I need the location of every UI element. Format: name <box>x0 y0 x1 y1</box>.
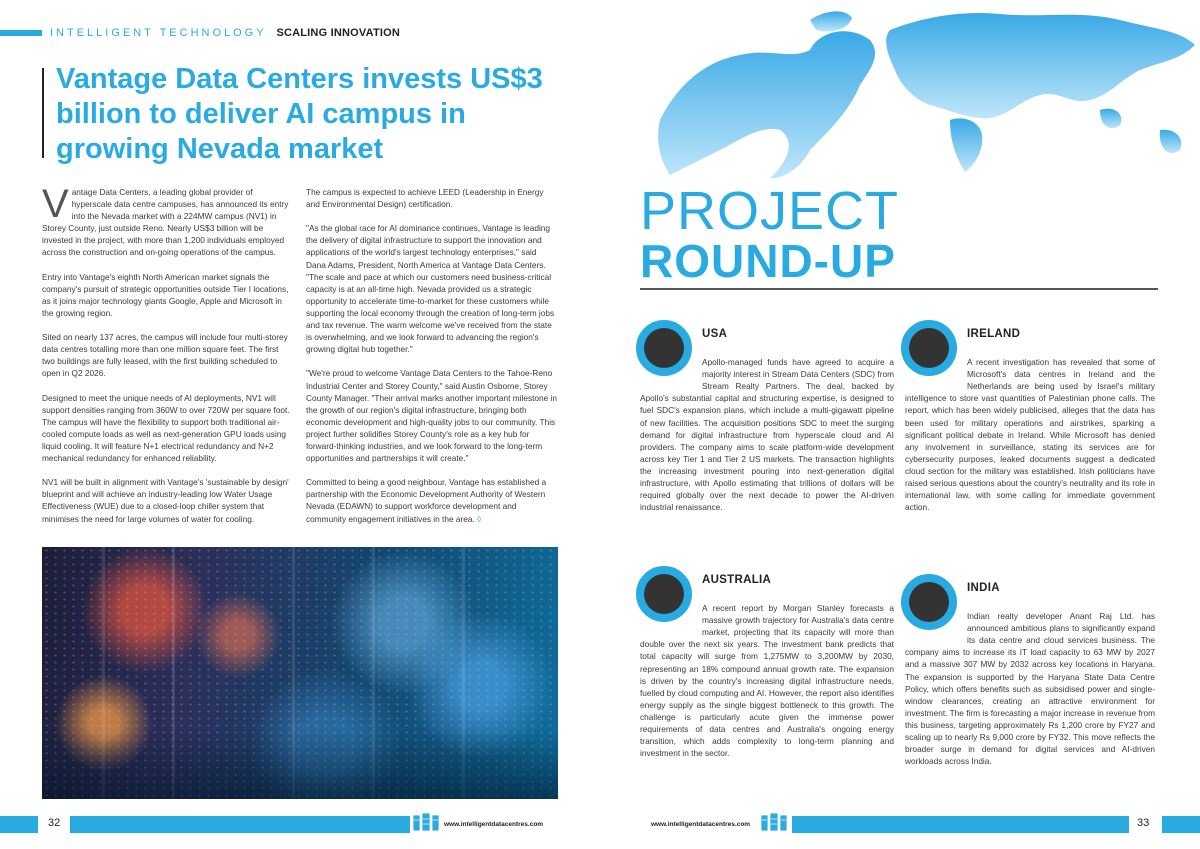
article-paragraph: Committed to being a good neighbour, Vantage has established a partnership with the Economic Development Authority of Western Nevada (EDAWN) to support workforce development and community engagement initiatives in the area. ◊ <box>306 477 547 524</box>
footer-url-link[interactable]: www.intelligentdatacentres.com <box>651 821 751 828</box>
footer-url-link[interactable]: www.intelligentdatacentres.com <box>444 821 544 828</box>
section-heading: INDIA <box>967 582 1000 594</box>
end-mark-icon: ◊ <box>477 513 482 524</box>
region-bullet-icon <box>632 562 696 626</box>
article-paragraph: Designed to meet the unique needs of AI deployments, NV1 will support densities ranging from 360W to over 720W per square foot. The campus will have the flexibility to support both traditional air-cooled compute loads as well as next-generation GPU loads using liquid cooling. It will feature N+1 electrical redundancy and N+2 mechanical redundancy for enhanced reliability. <box>42 392 290 464</box>
right-page <box>600 0 1200 849</box>
section-text: A recent investigation has revealed that some of Microsoft's data centres in Ireland and the Netherlands are being used by Israel's military intelligence to store vast quantities of Palestinian phone calls. The report, which has been widely publicised, alleges that the data has been used for military operations and airstrikes, sparking a significant political debate in Ireland. While Microsoft has denied any involvement in surveillance, stating its services are for cybersecurity purposes, leaked documents suggest a dedicated cloud section for the military was established. Irish politicians have raised serious questions about the country's neutrality and its role in international law, with some calling for immediate government action. <box>905 357 1155 513</box>
roundup-divider <box>640 288 1158 290</box>
server-rack-icon <box>412 812 440 832</box>
server-rack-icon <box>760 812 788 832</box>
region-bullet-icon <box>897 570 961 634</box>
article-headline: Vantage Data Centers invests US$3 billion to deliver AI campus in growing Nevada market <box>56 63 543 165</box>
roundup-title-line-2: ROUND-UP <box>640 235 896 287</box>
region-bullet-icon <box>632 316 696 380</box>
footer-accent-bar <box>0 816 38 833</box>
page-number: 32 <box>48 817 61 829</box>
roundup-section-india <box>905 576 1155 767</box>
article-paragraph: NV1 will be built in alignment with Vantage's 'sustainable by design' blueprint and will achieve an industry-leading low Water Usage Effectiveness (WUE) due to a closed-loop chiller system that minimises the need for large volumes of water for cooling. <box>42 477 289 524</box>
section-heading: AUSTRALIA <box>702 574 772 586</box>
article-paragraph: "We're proud to welcome Vantage Data Centers to the Tahoe-Reno Industrial Center and Storey County," said Austin Osborne, Storey County Manager. "Their arrival marks another important milestone in the growth of our region's digital infrastructure, bringing both economic development and high-quality jobs to our community. This project further solidifies Storey County's role as a key hub for forward-thinking industries, and we look forward to the long-term opportunities and partnerships it will create." <box>306 368 558 464</box>
footer-accent-bar <box>1162 816 1200 833</box>
roundup-section-usa <box>640 322 894 513</box>
article-paragraph: Entry into Vantage's eighth North American market signals the company's pursuit of strategic opportunities outside Tier I locations, as it joins major technology giants Google, Apple and Microsoft in the growing region. <box>42 271 289 318</box>
data-centre-photo <box>42 547 558 799</box>
header-subsection: SCALING INNOVATION <box>276 27 401 39</box>
roundup-section-ireland <box>905 322 1155 513</box>
article-paragraph: Sited on nearly 137 acres, the campus will include four multi-storey data centres totalling more than one million square feet. The first two buildings are fully leased, with the first building scheduled to open in Q2 2026. <box>42 332 288 379</box>
article-column-1 <box>42 182 290 537</box>
section-text: A recent report by Morgan Stanley forecasts a massive growth trajectory for Australia's data centre market, projecting that its capacity will more than double over the next six years. The investment bank predicts that total capacity will surge from 1,275MW to 3,200MW by 2030, representing an 18% compound annual growth rate. The expansion is driven by the country's increasing digital infrastructure needs, fuelled by cloud computing and AI. However, the report also identifies energy supply as the single biggest bottleneck to this growth. The challenge is particularly acute given the immense power requirements of data centres and Australia's ongoing energy transition, which adds complexity to long-term planning and investment in the sector. <box>640 603 894 759</box>
footer-accent-bar <box>70 816 410 833</box>
article-paragraph: The campus is expected to achieve LEED (Leadership in Energy and Environmental Design) certification. <box>306 187 544 210</box>
region-bullet-icon <box>897 316 961 380</box>
roundup-title-line-1: PROJECT <box>640 181 900 241</box>
header-accent-bar <box>0 30 42 36</box>
article-column-2 <box>306 186 558 537</box>
header-section: INTELLIGENT TECHNOLOGY <box>50 27 267 39</box>
section-text: Apollo-managed funds have agreed to acquire a majority interest in Stream Data Centers (SDC) from Stream Realty Partners. The deal, backed by Apollo's substantial capital and structuring expertise, is designed to fuel SDC's expansion plans, which include a multi-gigawatt pipeline of new facilities. The acquisition positions SDC to meet the surging demand for digital infrastructure from hyperscale cloud and AI providers. The company aims to scale platform-wide development across key Tier 1 and Tier 2 US markets. The transaction highlights the increasing investment pouring into next-generation digital infrastructure, with Apollo estimating that trillions of dollars will be required globally over the next decade to power the AI-driven industrial renaissance. <box>640 357 894 513</box>
running-header <box>50 27 400 39</box>
footer-accent-bar <box>792 816 1129 833</box>
section-heading: IRELAND <box>967 328 1021 340</box>
article-paragraph: "As the global race for AI dominance continues, Vantage is leading the delivery of digital infrastructure to support the innovation and applications of the world's largest technology enterprises," said Dana Adams, President, North America at Vantage Data Centers. "The scale and pace at which our customers need business-critical capacity is at an all-time high. Nevada provided us a strategic opportunity to accelerate time-to-market for these customers while supporting the local economy through the creation of long-term jobs and tax revenue. The warm welcome we've received from the state is overwhelming, and we look forward to advancing the region's growing digital hub together." <box>306 223 555 355</box>
roundup-section-australia <box>640 568 894 759</box>
dropcap: V <box>42 182 69 226</box>
headline-rule <box>42 68 44 158</box>
section-heading: USA <box>702 328 728 340</box>
article-paragraph: Vantage Data Centers, a leading global provider of hyperscale data centre campuses, has announced its entry into the Nevada market with a 224MW campus (NV1) in Storey County, just outside Reno. Nearly US$3 billion will be invested in the project, with more than 1,200 individuals employed across the construction and on-going operations of the campus. <box>42 182 289 258</box>
section-text: Indian realty developer Anant Raj Ltd. has announced ambitious plans to significantly expand its data centre and cloud services business. The company aims to increase its IT load capacity to 63 MW by 2027 and a massive 307 MW by 2032 across key locations in Haryana. The expansion is supported by the Haryana State Data Centre Policy, which offers benefits such as subsidised power and single-window clearances, creating an attractive environment for investment. The firm is forecasting a major increase in revenue from this business, targeting approximately Rs 1,200 crore by FY27 and scaling up to nearly Rs 9,000 crore by FY32. This move reflects the broader surge in demand for digital services and AI-driven workloads across India. <box>905 611 1155 767</box>
page-number: 33 <box>1137 817 1150 829</box>
world-map-illustration <box>620 0 1200 190</box>
